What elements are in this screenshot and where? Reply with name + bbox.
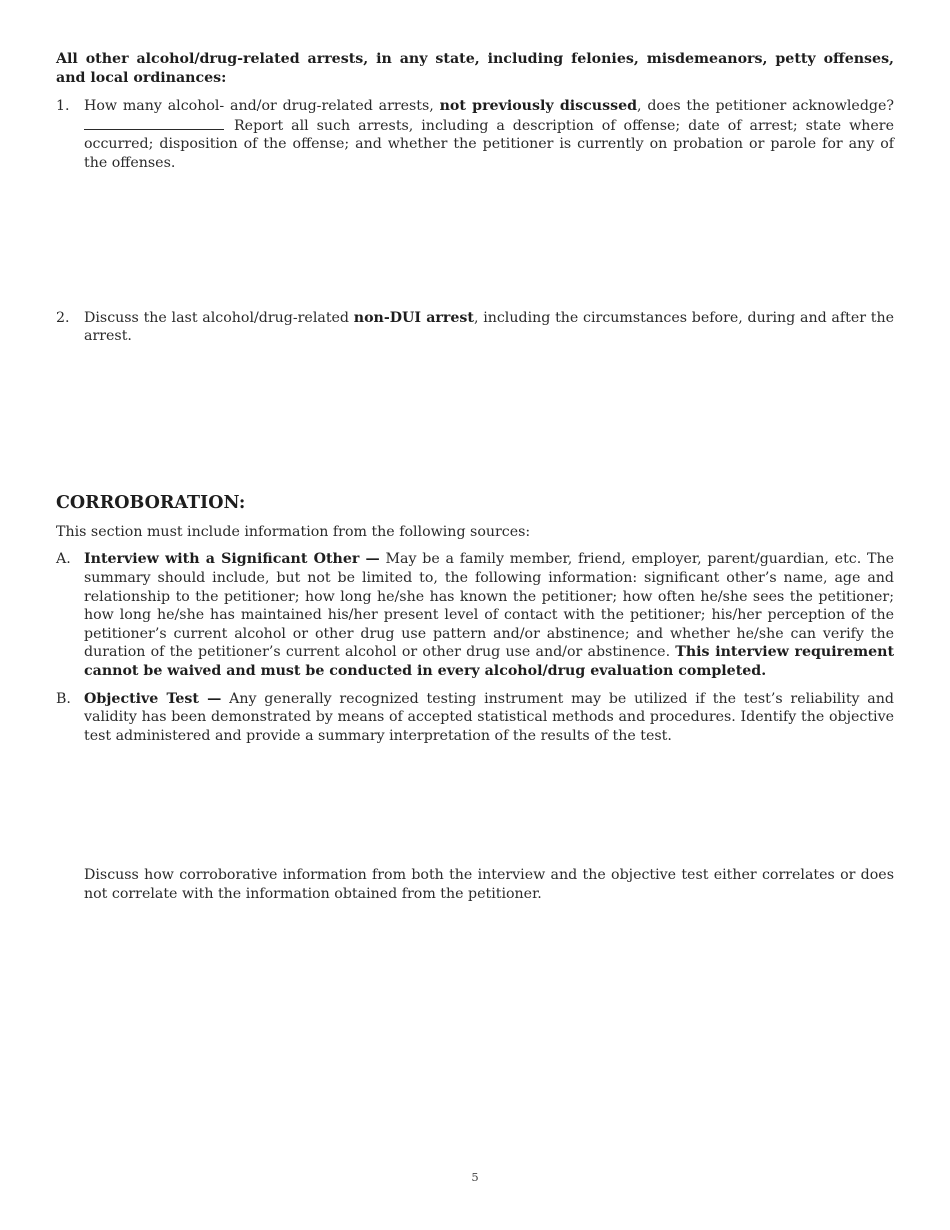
question-1 xyxy=(56,97,894,172)
item-a-title: Interview with a Significant Other — xyxy=(84,551,380,568)
corroboration-discussion: Discuss how corroborative information from both the interview and the objective test either correlates or does not correlate with the information obtained from the petitioner. xyxy=(84,867,894,902)
question-2-text: Discuss the last alcohol/drug-related xyxy=(84,309,349,326)
item-a-requirement: This interview requirement cannot be waived and must be conducted in every alcohol/drug evaluation completed. xyxy=(84,644,894,679)
corroboration-item-b xyxy=(56,690,894,746)
item-b-body xyxy=(84,690,894,746)
arrests-intro-heading: All other alcohol/drug-related arrests, in any state, including felonies, misdemeanors, petty offenses, and local ordinances: xyxy=(56,51,894,86)
question-1-number: 1. xyxy=(56,98,70,115)
page-number: 5 xyxy=(471,1170,479,1184)
question-1-text: How many alcohol- and/or drug-related arrests, xyxy=(84,98,434,115)
question-1-emphasis: not previously discussed xyxy=(439,98,638,115)
question-2-body xyxy=(84,309,894,346)
question-1-body xyxy=(84,97,894,172)
question-1-instructions: Report all such arrests, including a description of offense; date of arrest; state where occurred; disposition of the offense; and whether the petitioner is currently on probation or parole for any of the offenses. xyxy=(84,117,894,171)
item-b-marker: B. xyxy=(56,690,71,707)
corroboration-intro: This section must include information from the following sources: xyxy=(56,523,531,540)
document-page xyxy=(56,50,894,903)
question-1-text-after: , does the petitioner acknowledge? xyxy=(637,98,894,115)
item-a-body xyxy=(84,550,894,680)
corroboration-item-a xyxy=(56,550,894,680)
item-b-text: Any generally recognized testing instrument may be utilized if the test’s reliability and validity has been demonstrated by means of accepted statistical methods and procedures. Identify the objective test administered and provide a summary interpretation of the results of the test. xyxy=(84,690,894,744)
question-2-emphasis: non-DUI arrest xyxy=(353,309,474,326)
item-b-title: Objective Test — xyxy=(84,690,222,707)
question-2 xyxy=(56,309,894,346)
item-a-marker: A. xyxy=(56,551,71,568)
question-2-number: 2. xyxy=(56,309,70,326)
corroboration-heading: CORROBORATION: xyxy=(56,492,246,513)
arrest-count-blank[interactable] xyxy=(84,116,224,130)
question-2-text-after: , including the circumstances before, during and after the arrest. xyxy=(84,309,894,345)
item-a-text: May be a family member, friend, employer, parent/guardian, etc. The summary should include, but not be limited to, the following information: significant other’s name, age and relationship to the petitioner; how long he/she has known the petitioner; how often he/she sees the petitioner; how long he/she has maintained his/her present level of contact with the petitioner; his/her perception of the petitioner’s current alcohol or other drug use pattern and/or abstinence; and whether he/she can verify the duration of the petitioner’s current alcohol or other drug use and/or abstinence. xyxy=(84,551,894,661)
